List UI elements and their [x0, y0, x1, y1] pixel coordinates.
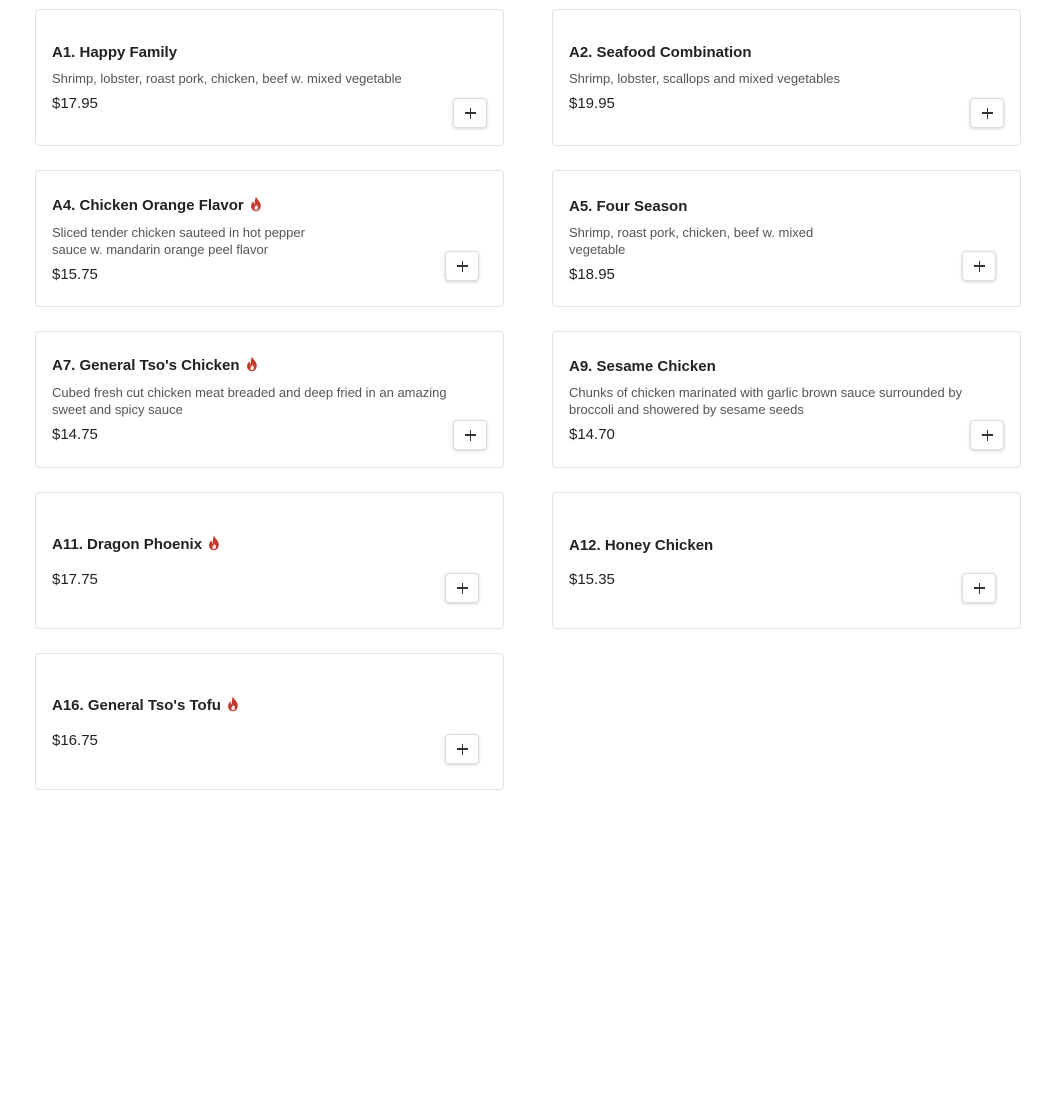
- plus-icon: [457, 261, 468, 272]
- plus-icon: [982, 430, 993, 441]
- add-to-cart-button[interactable]: [453, 420, 487, 450]
- add-to-cart-button[interactable]: [962, 251, 996, 281]
- menu-item-name: A16. General Tso's Tofu: [52, 697, 221, 714]
- menu-item-name: A1. Happy Family: [52, 44, 178, 61]
- menu-item-title-row: [52, 44, 177, 62]
- spicy-flame-icon: [249, 196, 263, 212]
- menu-item-description: Sliced tender chicken sauteed in hot pepper sauce w. mandarin orange peel flavor: [52, 225, 305, 257]
- menu-item-name: A12. Honey Chicken: [569, 537, 714, 554]
- plus-icon: [457, 583, 468, 594]
- menu-item-price: $15.35: [569, 571, 615, 588]
- add-to-cart-button[interactable]: [970, 98, 1004, 128]
- menu-item-name: A7. General Tso's Chicken: [52, 357, 240, 374]
- menu-item-title-row: [569, 44, 752, 62]
- plus-icon: [982, 108, 993, 119]
- menu-item-description: Shrimp, roast pork, chicken, beef w. mixed vegetable: [569, 225, 814, 257]
- menu-item-title-row: [569, 198, 687, 216]
- menu-item-title-row: [52, 536, 221, 554]
- menu-item-card[interactable]: [552, 170, 1021, 307]
- menu-item-description: Shrimp, lobster, roast pork, chicken, beef w. mixed vegetable: [52, 71, 402, 86]
- menu-item-title-row: [52, 697, 240, 715]
- menu-item-card[interactable]: [552, 331, 1021, 468]
- add-to-cart-button[interactable]: [445, 251, 479, 281]
- menu-item-price: $17.75: [52, 571, 98, 588]
- menu-item-title-row: [52, 197, 263, 215]
- menu-item-price: $14.75: [52, 426, 98, 443]
- plus-icon: [465, 430, 476, 441]
- menu-item-title-row: [569, 537, 713, 555]
- menu-item-card[interactable]: [35, 331, 504, 468]
- add-to-cart-button[interactable]: [445, 573, 479, 603]
- plus-icon: [465, 108, 476, 119]
- menu-item-price: $18.95: [569, 266, 615, 283]
- menu-item-title-row: [569, 358, 716, 376]
- spicy-flame-icon: [245, 356, 259, 372]
- spicy-flame-icon: [207, 535, 221, 551]
- add-to-cart-button[interactable]: [445, 734, 479, 764]
- add-to-cart-button[interactable]: [453, 98, 487, 128]
- menu-item-price: $15.75: [52, 266, 98, 283]
- menu-item-card[interactable]: [35, 653, 504, 790]
- menu-item-price: $16.75: [52, 732, 98, 749]
- plus-icon: [457, 744, 468, 755]
- plus-icon: [974, 583, 985, 594]
- menu-item-name: A11. Dragon Phoenix: [52, 536, 203, 553]
- menu-item-card[interactable]: [552, 9, 1021, 146]
- menu-item-card[interactable]: [552, 492, 1021, 629]
- menu-item-name: A4. Chicken Orange Flavor: [52, 197, 244, 214]
- menu-item-name: A9. Sesame Chicken: [569, 358, 716, 375]
- menu-item-card[interactable]: [35, 170, 504, 307]
- plus-icon: [974, 261, 985, 272]
- spicy-flame-icon: [226, 696, 240, 712]
- menu-item-title-row: [52, 357, 259, 375]
- menu-item-card[interactable]: [35, 9, 504, 146]
- menu-item-description: Cubed fresh cut chicken meat breaded and deep fried in an amazing sweet and spicy sauce: [52, 385, 447, 417]
- add-to-cart-button[interactable]: [962, 573, 996, 603]
- add-to-cart-button[interactable]: [970, 420, 1004, 450]
- menu-item-card[interactable]: [35, 492, 504, 629]
- menu-item-description: Chunks of chicken marinated with garlic brown sauce surrounded by broccoli and showered by sesame seeds: [569, 385, 963, 417]
- menu-item-description: Shrimp, lobster, scallops and mixed vegetables: [569, 71, 840, 86]
- menu-item-price: $19.95: [569, 95, 615, 112]
- menu-item-price: $17.95: [52, 95, 98, 112]
- menu-item-name: A5. Four Season: [569, 198, 688, 215]
- menu-item-name: A2. Seafood Combination: [569, 44, 752, 61]
- menu-item-price: $14.70: [569, 426, 615, 443]
